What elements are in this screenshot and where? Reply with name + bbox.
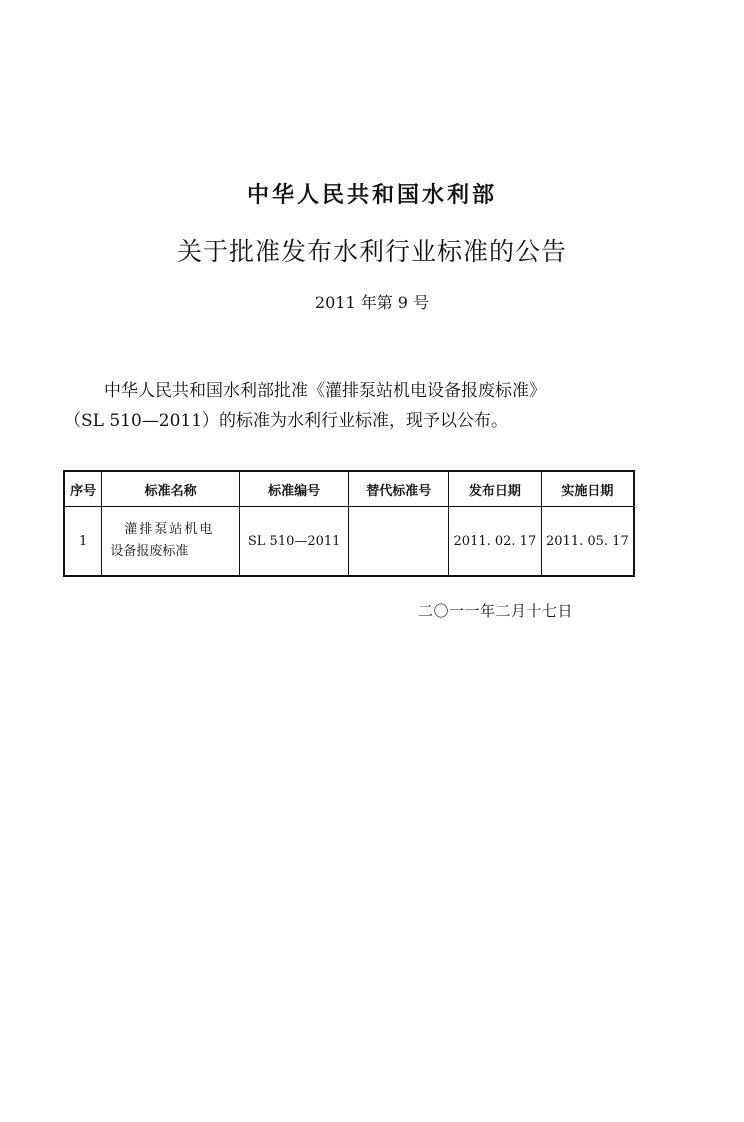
cell-index: 1 xyxy=(64,507,102,577)
body-line-1: 中华人民共和国水利部批准《灌排泵站机电设备报废标准》 xyxy=(104,381,546,401)
header-replaced-code: 替代标准号 xyxy=(349,471,449,507)
header-standard-name: 标准名称 xyxy=(102,471,239,507)
header-index: 序号 xyxy=(64,471,102,507)
cell-effective-date: 2011. 05. 17 xyxy=(541,507,634,577)
cell-standard-name xyxy=(102,507,239,577)
standard-name-line-2: 设备报废标准 xyxy=(110,544,189,559)
header-standard-code: 标准编号 xyxy=(239,471,349,507)
cell-publish-date: 2011. 02. 17 xyxy=(449,507,542,577)
body-line-2: （SL 510—2011）的标准为水利行业标准，现予以公布。 xyxy=(64,411,509,431)
header-effective-date: 实施日期 xyxy=(541,471,634,507)
table-header-row xyxy=(64,471,634,507)
table-row xyxy=(64,507,634,577)
standard-name-line-1: 灌排泵站机电 xyxy=(124,522,215,537)
cell-replaced-code xyxy=(349,507,449,577)
announcement-number: 2011 年第 9 号 xyxy=(314,293,430,312)
cell-standard-code: SL 510—2011 xyxy=(239,507,349,577)
standards-table xyxy=(63,470,635,577)
signing-date: 二〇一一年二月十七日 xyxy=(418,602,574,620)
header-publish-date: 发布日期 xyxy=(449,471,542,507)
issuer-heading: 中华人民共和国水利部 xyxy=(246,182,497,208)
announcement-body xyxy=(64,376,644,436)
announcement-title: 关于批准发布水利行业标准的公告 xyxy=(176,237,567,266)
